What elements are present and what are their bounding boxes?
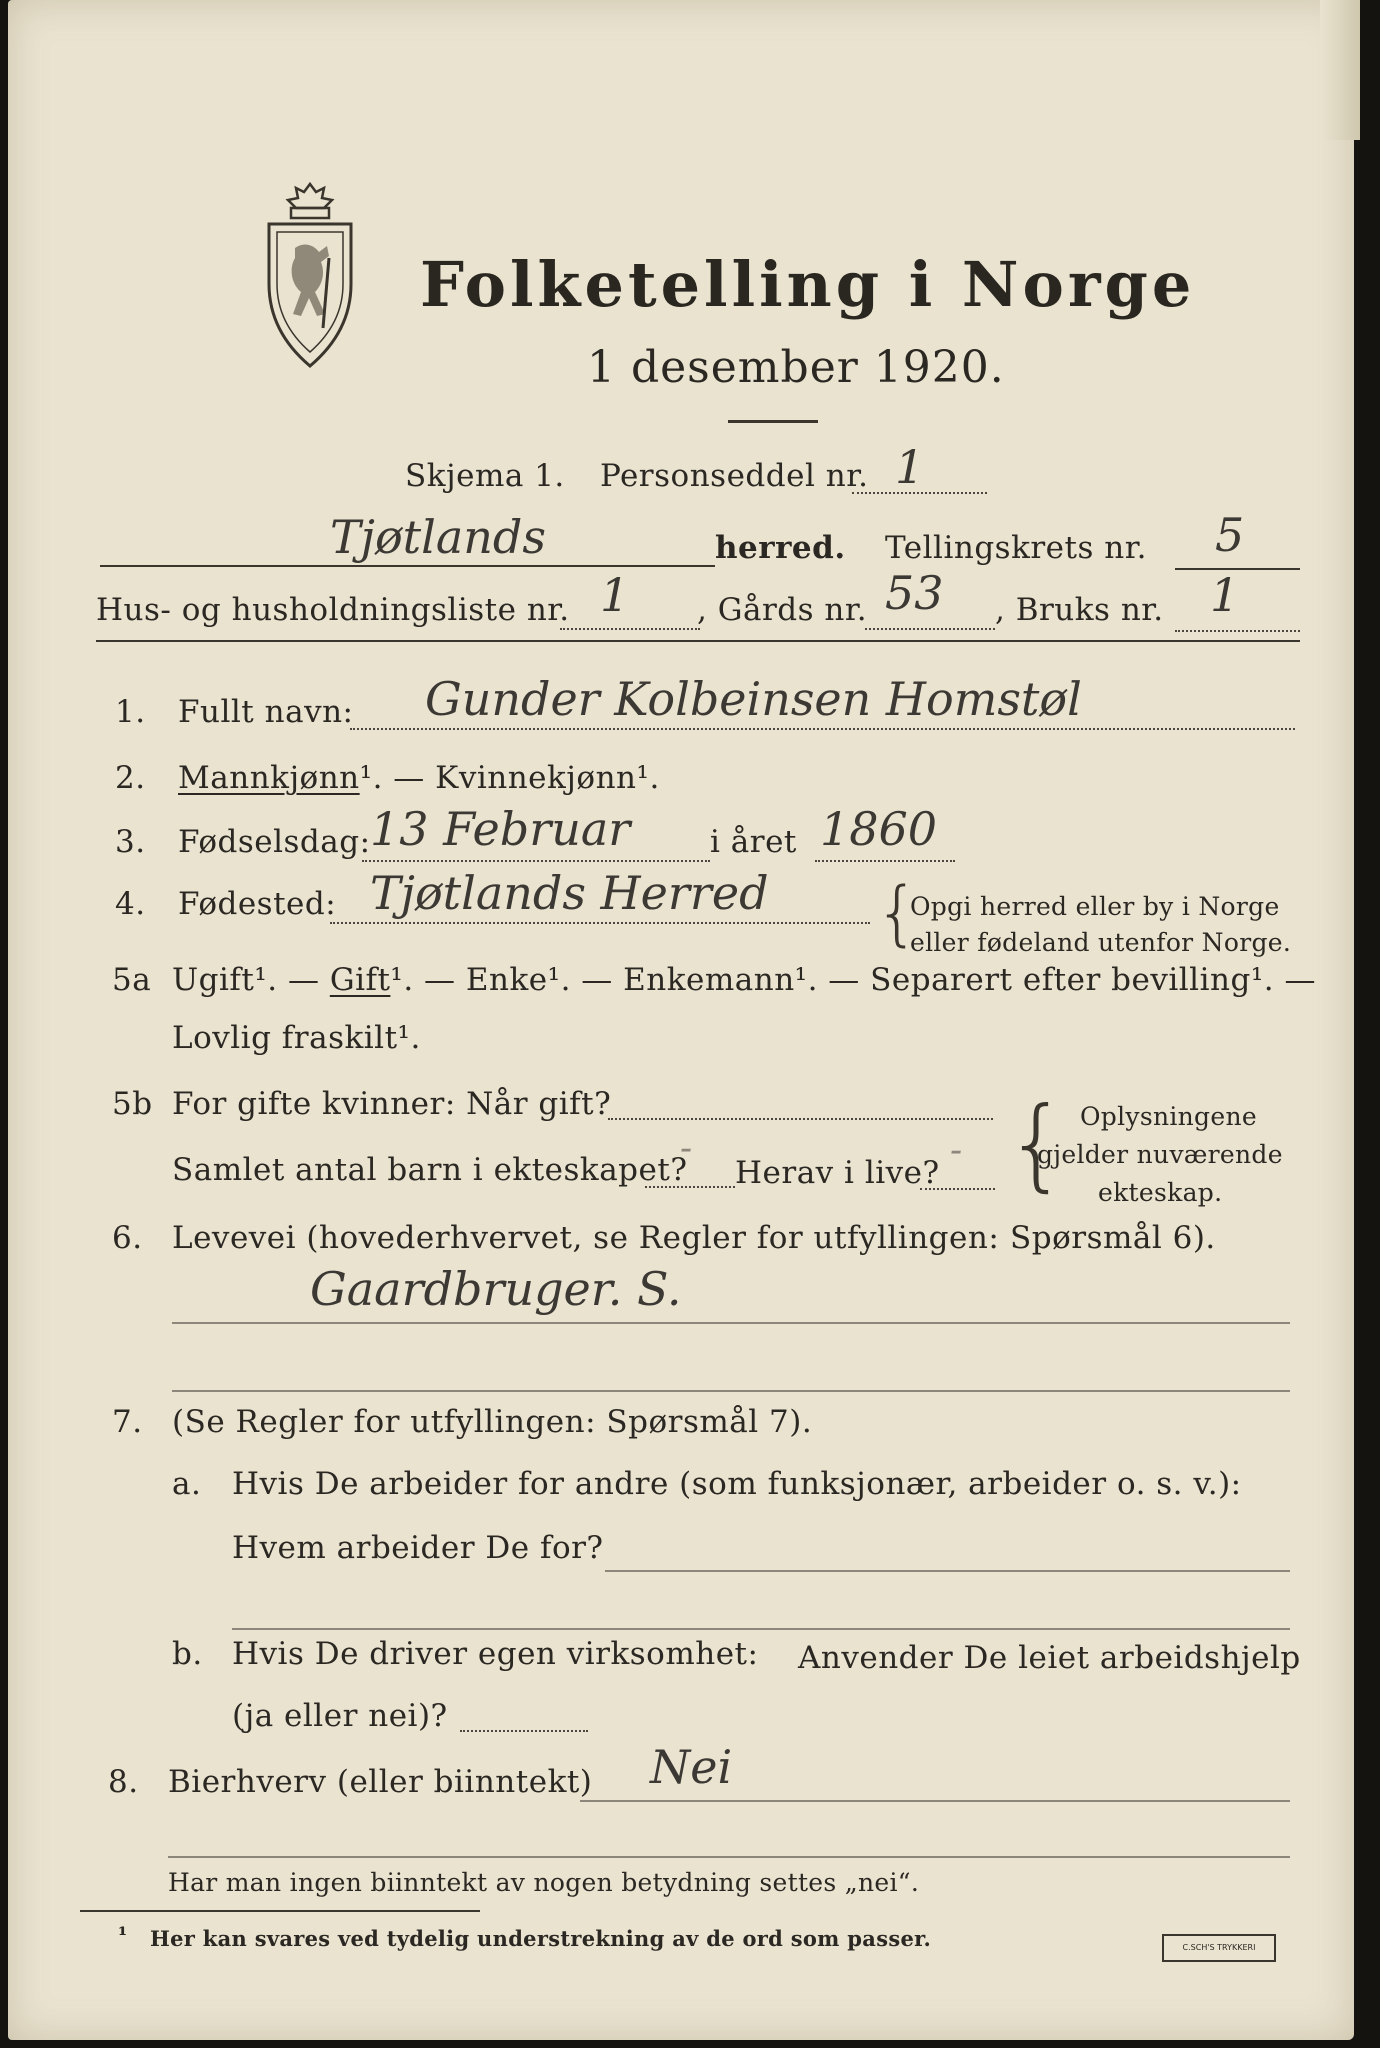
q7a-label-line1: Hvis De arbeider for andre (som funksjonær, arbeider o. s. v.): — [232, 1466, 1242, 1502]
herred-field[interactable]: Tjøtlands — [330, 510, 546, 564]
q7-label: (Se Regler for utfyllingen: Spørsmål 7). — [172, 1404, 813, 1440]
q3-number: 3. — [115, 824, 146, 860]
q7a-field-line-2 — [232, 1628, 1290, 1630]
sex-option-female[interactable]: Kvinnekjønn — [435, 760, 637, 796]
footnote-rule — [80, 1910, 480, 1912]
q4-brace: { — [875, 872, 920, 954]
personseddel-number-field[interactable]: 1 — [895, 440, 925, 494]
marital-option-ugift[interactable]: Ugift¹. — — [172, 962, 330, 998]
q5b-married-field-line — [608, 1118, 993, 1120]
q8-field-line-2 — [168, 1856, 1290, 1858]
children-count-field[interactable]: - — [680, 1128, 693, 1169]
q1-field-line — [350, 728, 1295, 730]
q5a-marital-options — [172, 962, 1316, 998]
q2-number: 2. — [115, 760, 146, 796]
q7a-number: a. — [172, 1466, 202, 1502]
q3-year-field-line — [815, 860, 955, 862]
full-name-field[interactable]: Gunder Kolbeinsen Homstøl — [425, 672, 1082, 726]
bruks-label: , Bruks nr. — [995, 592, 1164, 628]
q7a-label-line2: Hvem arbeider De for? — [232, 1530, 604, 1566]
marital-option-gift[interactable]: Gift — [329, 962, 391, 998]
q5a-number: 5a — [112, 962, 152, 998]
bruks-number-field[interactable]: 1 — [1210, 568, 1240, 622]
footnote-text: Her kan svares ved tydelig understrekning av de ord som passer. — [150, 1926, 932, 1951]
q2-sex-options — [178, 760, 660, 796]
biinntekt-note: Har man ingen biinntekt av nogen betydning settes „nei“. — [168, 1868, 920, 1897]
husholdningsliste-number-field[interactable]: 1 — [600, 568, 630, 622]
q4-note-line1: Opgi herred eller by i Norge — [910, 892, 1280, 921]
gards-label: , Gårds nr. — [697, 592, 868, 628]
q7b-label-line2: (ja eller nei)? — [232, 1698, 448, 1734]
q5b-number: 5b — [112, 1086, 153, 1122]
tellingskrets-label: Tellingskrets nr. — [885, 530, 1147, 566]
q7b-label-line1: Hvis De driver egen virksomhet: — [232, 1636, 759, 1672]
birthplace-field[interactable]: Tjøtlands Herred — [370, 866, 769, 920]
q3-label: Fødselsdag: — [178, 824, 371, 860]
marital-options-rest[interactable]: ¹. — Enke¹. — Enkemann¹. — Separert efter bevilling¹. — — [390, 962, 1316, 998]
q4-number: 4. — [115, 886, 146, 922]
gards-field-line — [865, 628, 995, 630]
herred-label: herred. — [715, 530, 846, 566]
q6-label: Levevei (hovederhvervet, se Regler for utfyllingen: — [172, 1220, 1000, 1256]
q4-label: Fødested: — [178, 886, 337, 922]
q4-field-line — [330, 922, 870, 924]
census-date: 1 desember 1920. — [587, 342, 1005, 393]
husholdningsliste-label: Hus- og husholdningsliste nr. — [96, 592, 570, 628]
q5b-label-married: For gifte kvinner: Når gift? — [172, 1086, 612, 1122]
q6-number: 6. — [112, 1220, 143, 1256]
q6-field-line-2 — [172, 1390, 1290, 1392]
gards-number-field[interactable]: 53 — [885, 566, 944, 620]
tellingskrets-number-field[interactable]: 5 — [1215, 508, 1245, 562]
q1-label: Fullt navn: — [178, 694, 354, 730]
q5b-alive-field-line — [920, 1188, 995, 1190]
q8-label: Bierhverv (eller biinntekt) — [168, 1764, 593, 1800]
title-rule — [728, 420, 818, 423]
q5b-note-line1: Oplysningene — [1080, 1102, 1257, 1131]
q5b-note-line2: gjelder nuværende — [1037, 1140, 1283, 1169]
q8-number: 8. — [108, 1764, 139, 1800]
occupation-field[interactable]: Gaardbruger. S. — [310, 1262, 682, 1316]
footnote-mark: ¹ — [118, 1922, 128, 1947]
q8-field-line — [580, 1800, 1290, 1802]
q1-number: 1. — [115, 694, 146, 730]
q5b-label-children: Samlet antal barn i ekteskapet? — [172, 1152, 688, 1188]
q7b-number: b. — [172, 1636, 203, 1672]
q7-number: 7. — [112, 1404, 143, 1440]
personseddel-label: Personseddel nr. — [600, 458, 869, 494]
children-alive-field[interactable]: - — [950, 1130, 963, 1171]
q7b-label-line1-end: Anvender De leiet arbeidshjelp — [798, 1640, 1301, 1676]
sex-option-male[interactable]: Mannkjønn — [178, 760, 360, 796]
birth-year-field[interactable]: 1860 — [820, 802, 938, 856]
q5b-brace: { — [1005, 1085, 1069, 1202]
form-title: Folketelling i Norge — [420, 248, 1196, 321]
q3-day-field-line — [362, 860, 710, 862]
q4-note-line2: eller fødeland utenfor Norge. — [910, 928, 1292, 957]
sex-end-mark: ¹. — [636, 760, 660, 796]
q5b-label-alive: Herav i live? — [735, 1155, 940, 1191]
printer-stamp: C.SCH'S TRYKKERI — [1162, 1934, 1276, 1962]
q6-field-line-1 — [172, 1322, 1290, 1324]
q6-label-end: Spørsmål 6). — [1010, 1220, 1216, 1256]
husholdningsliste-field-line — [560, 628, 700, 630]
birth-day-field[interactable]: 13 Februar — [370, 802, 631, 856]
q5b-children-field-line — [645, 1186, 735, 1188]
bruks-field-line — [1175, 630, 1300, 632]
paper-fold — [1320, 0, 1360, 140]
marital-option-fraskilt[interactable]: Lovlig fraskilt¹. — [172, 1020, 421, 1056]
sex-separator: ¹. — — [359, 760, 436, 796]
hired-help-field[interactable] — [460, 1730, 588, 1732]
year-label: i året — [710, 824, 797, 860]
q5b-note-line3: ekteskap. — [1098, 1178, 1223, 1207]
header-divider — [96, 640, 1300, 642]
skjema-label: Skjema 1. — [405, 458, 565, 494]
norway-coat-of-arms-icon — [255, 178, 365, 373]
herred-field-line — [100, 565, 715, 567]
side-income-field[interactable]: Nei — [650, 1740, 733, 1794]
employer-field[interactable] — [605, 1570, 1290, 1572]
